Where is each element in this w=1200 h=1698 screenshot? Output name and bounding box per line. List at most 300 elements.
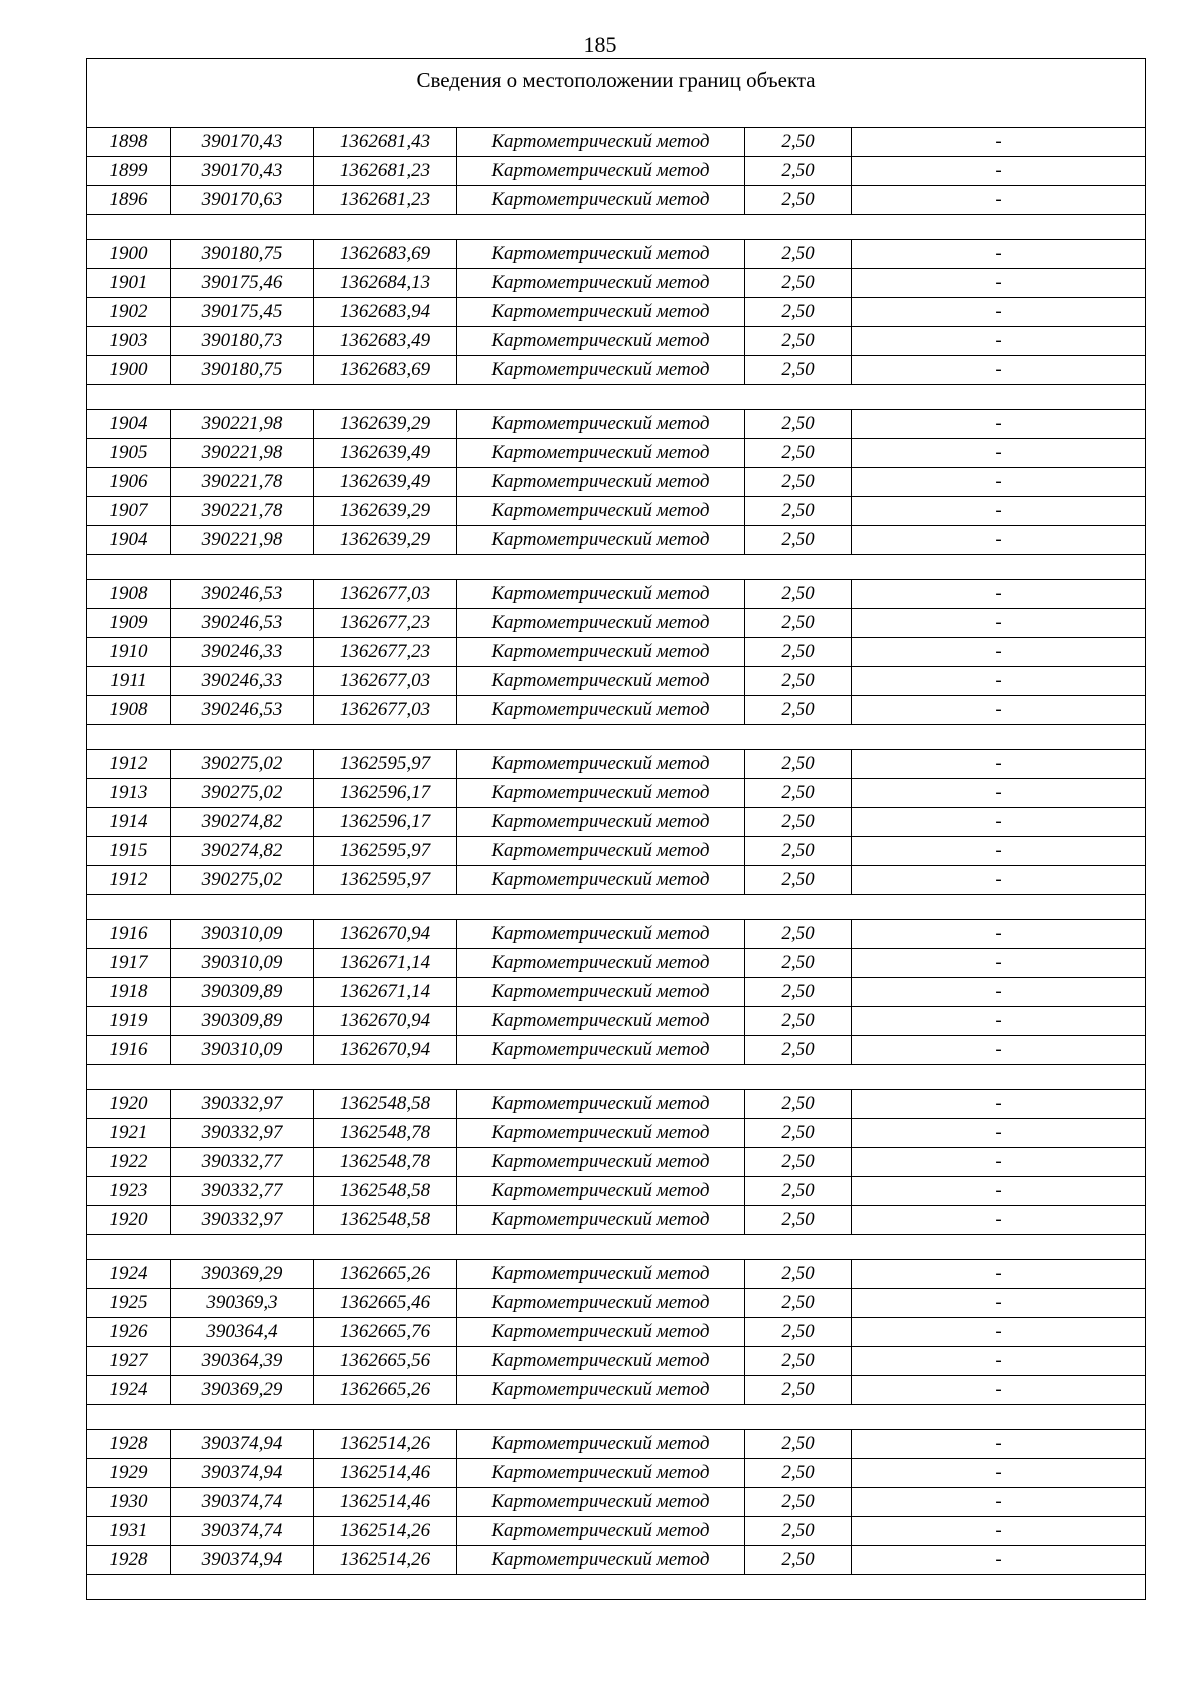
accuracy-cell: 2,50 [745,1119,852,1148]
accuracy-cell: 2,50 [745,580,852,609]
x-coordinate-cell: 390180,75 [171,240,314,269]
x-coordinate-cell: 390221,78 [171,497,314,526]
accuracy-cell: 2,50 [745,298,852,327]
x-coordinate-cell: 390369,3 [171,1289,314,1318]
accuracy-cell: 2,50 [745,1036,852,1065]
accuracy-cell: 2,50 [745,609,852,638]
group-separator-row [87,215,1146,240]
group-separator-row [87,555,1146,580]
description-cell: - [852,808,1146,837]
description-cell: - [852,1177,1146,1206]
x-coordinate-cell: 390175,46 [171,269,314,298]
accuracy-cell: 2,50 [745,1090,852,1119]
description-cell: - [852,609,1146,638]
method-cell: Картометрический метод [457,1347,745,1376]
x-coordinate-cell: 390275,02 [171,750,314,779]
point-number-cell: 1916 [87,1036,171,1065]
x-coordinate-cell: 390310,09 [171,920,314,949]
accuracy-cell: 2,50 [745,1488,852,1517]
y-coordinate-cell: 1362665,26 [314,1260,457,1289]
y-coordinate-cell: 1362596,17 [314,779,457,808]
table-row [87,808,1146,837]
x-coordinate-cell: 390310,09 [171,949,314,978]
point-number-cell: 1915 [87,837,171,866]
y-coordinate-cell: 1362665,46 [314,1289,457,1318]
method-cell: Картометрический метод [457,1090,745,1119]
description-cell: - [852,1517,1146,1546]
description-cell: - [852,298,1146,327]
x-coordinate-cell: 390275,02 [171,779,314,808]
table-row [87,128,1146,157]
table-row [87,779,1146,808]
accuracy-cell: 2,50 [745,186,852,215]
x-coordinate-cell: 390221,78 [171,468,314,497]
table-row [87,580,1146,609]
point-number-cell: 1910 [87,638,171,667]
description-cell: - [852,497,1146,526]
accuracy-cell: 2,50 [745,1347,852,1376]
accuracy-cell: 2,50 [745,638,852,667]
table-row [87,439,1146,468]
accuracy-cell: 2,50 [745,1007,852,1036]
description-cell: - [852,439,1146,468]
table-row [87,1488,1146,1517]
x-coordinate-cell: 390332,77 [171,1177,314,1206]
accuracy-cell: 2,50 [745,327,852,356]
point-number-cell: 1919 [87,1007,171,1036]
point-number-cell: 1909 [87,609,171,638]
point-number-cell: 1923 [87,1177,171,1206]
x-coordinate-cell: 390175,45 [171,298,314,327]
point-number-cell: 1924 [87,1260,171,1289]
method-cell: Картометрический метод [457,667,745,696]
point-number-cell: 1930 [87,1488,171,1517]
description-cell: - [852,1206,1146,1235]
group-separator-cell [87,895,1146,920]
method-cell: Картометрический метод [457,1517,745,1546]
method-cell: Картометрический метод [457,157,745,186]
method-cell: Картометрический метод [457,837,745,866]
accuracy-cell: 2,50 [745,1376,852,1405]
y-coordinate-cell: 1362681,43 [314,128,457,157]
y-coordinate-cell: 1362548,58 [314,1206,457,1235]
description-cell: - [852,356,1146,385]
method-cell: Картометрический метод [457,866,745,895]
group-separator-cell [87,725,1146,750]
accuracy-cell: 2,50 [745,949,852,978]
y-coordinate-cell: 1362639,49 [314,439,457,468]
group-separator-row [87,1235,1146,1260]
x-coordinate-cell: 390246,53 [171,580,314,609]
x-coordinate-cell: 390374,94 [171,1546,314,1575]
y-coordinate-cell: 1362681,23 [314,157,457,186]
point-number-cell: 1896 [87,186,171,215]
description-cell: - [852,1347,1146,1376]
table-row [87,866,1146,895]
accuracy-cell: 2,50 [745,410,852,439]
accuracy-cell: 2,50 [745,356,852,385]
method-cell: Картометрический метод [457,327,745,356]
page-number: 185 [583,32,617,57]
method-cell: Картометрический метод [457,949,745,978]
point-number-cell: 1931 [87,1517,171,1546]
x-coordinate-cell: 390170,43 [171,157,314,186]
accuracy-cell: 2,50 [745,157,852,186]
y-coordinate-cell: 1362514,46 [314,1488,457,1517]
y-coordinate-cell: 1362665,76 [314,1318,457,1347]
method-cell: Картометрический метод [457,468,745,497]
method-cell: Картометрический метод [457,779,745,808]
y-coordinate-cell: 1362548,58 [314,1177,457,1206]
y-coordinate-cell: 1362514,26 [314,1517,457,1546]
group-separator-cell [87,1065,1146,1090]
description-cell: - [852,1090,1146,1119]
y-coordinate-cell: 1362548,78 [314,1119,457,1148]
description-cell: - [852,866,1146,895]
description-cell: - [852,1007,1146,1036]
description-cell: - [852,1148,1146,1177]
point-number-cell: 1921 [87,1119,171,1148]
accuracy-cell: 2,50 [745,1177,852,1206]
description-cell: - [852,269,1146,298]
y-coordinate-cell: 1362677,03 [314,696,457,725]
table-row [87,410,1146,439]
point-number-cell: 1912 [87,750,171,779]
table-row [87,526,1146,555]
point-number-cell: 1914 [87,808,171,837]
table-row [87,1430,1146,1459]
group-separator-cell [87,1575,1146,1600]
description-cell: - [852,1459,1146,1488]
y-coordinate-cell: 1362677,03 [314,667,457,696]
description-cell: - [852,128,1146,157]
description-cell: - [852,410,1146,439]
description-cell: - [852,157,1146,186]
accuracy-cell: 2,50 [745,497,852,526]
y-coordinate-cell: 1362639,29 [314,497,457,526]
y-coordinate-cell: 1362548,78 [314,1148,457,1177]
x-coordinate-cell: 390221,98 [171,439,314,468]
accuracy-cell: 2,50 [745,1459,852,1488]
y-coordinate-cell: 1362595,97 [314,750,457,779]
boundary-table [86,58,1146,1600]
table-row [87,240,1146,269]
accuracy-cell: 2,50 [745,269,852,298]
x-coordinate-cell: 390274,82 [171,837,314,866]
y-coordinate-cell: 1362671,14 [314,949,457,978]
y-coordinate-cell: 1362677,23 [314,638,457,667]
description-cell: - [852,978,1146,1007]
description-cell: - [852,750,1146,779]
description-cell: - [852,1546,1146,1575]
group-separator-row [87,1405,1146,1430]
y-coordinate-cell: 1362639,49 [314,468,457,497]
y-coordinate-cell: 1362670,94 [314,1007,457,1036]
table-row [87,269,1146,298]
point-number-cell: 1924 [87,1376,171,1405]
table-row [87,1517,1146,1546]
y-coordinate-cell: 1362677,23 [314,609,457,638]
method-cell: Картометрический метод [457,356,745,385]
x-coordinate-cell: 390246,33 [171,638,314,667]
x-coordinate-cell: 390180,73 [171,327,314,356]
method-cell: Картометрический метод [457,1206,745,1235]
table-row [87,1289,1146,1318]
y-coordinate-cell: 1362684,13 [314,269,457,298]
method-cell: Картометрический метод [457,1119,745,1148]
y-coordinate-cell: 1362670,94 [314,920,457,949]
point-number-cell: 1904 [87,526,171,555]
point-number-cell: 1903 [87,327,171,356]
x-coordinate-cell: 390221,98 [171,526,314,555]
method-cell: Картометрический метод [457,920,745,949]
y-coordinate-cell: 1362639,29 [314,526,457,555]
table-title: Сведения о местоположении границ объекта [87,59,1146,128]
method-cell: Картометрический метод [457,497,745,526]
table-row [87,327,1146,356]
table-row [87,1090,1146,1119]
table-row [87,837,1146,866]
accuracy-cell: 2,50 [745,808,852,837]
y-coordinate-cell: 1362683,49 [314,327,457,356]
description-cell: - [852,1289,1146,1318]
x-coordinate-cell: 390374,74 [171,1517,314,1546]
table-row [87,468,1146,497]
method-cell: Картометрический метод [457,128,745,157]
accuracy-cell: 2,50 [745,667,852,696]
y-coordinate-cell: 1362670,94 [314,1036,457,1065]
table-row [87,1347,1146,1376]
method-cell: Картометрический метод [457,750,745,779]
x-coordinate-cell: 390310,09 [171,1036,314,1065]
accuracy-cell: 2,50 [745,468,852,497]
y-coordinate-cell: 1362677,03 [314,580,457,609]
x-coordinate-cell: 390332,97 [171,1119,314,1148]
point-number-cell: 1920 [87,1206,171,1235]
y-coordinate-cell: 1362595,97 [314,866,457,895]
group-separator-row [87,725,1146,750]
table-row [87,157,1146,186]
y-coordinate-cell: 1362683,69 [314,240,457,269]
accuracy-cell: 2,50 [745,1148,852,1177]
accuracy-cell: 2,50 [745,1517,852,1546]
x-coordinate-cell: 390364,39 [171,1347,314,1376]
accuracy-cell: 2,50 [745,750,852,779]
method-cell: Картометрический метод [457,1036,745,1065]
method-cell: Картометрический метод [457,638,745,667]
x-coordinate-cell: 390309,89 [171,978,314,1007]
method-cell: Картометрический метод [457,1318,745,1347]
table-row [87,609,1146,638]
description-cell: - [852,1488,1146,1517]
table-row [87,1007,1146,1036]
x-coordinate-cell: 390246,53 [171,609,314,638]
description-cell: - [852,949,1146,978]
table-row [87,497,1146,526]
accuracy-cell: 2,50 [745,1318,852,1347]
table-row [87,298,1146,327]
accuracy-cell: 2,50 [745,1546,852,1575]
table-row [87,1148,1146,1177]
title-row [87,59,1146,128]
description-cell: - [852,1260,1146,1289]
accuracy-cell: 2,50 [745,1430,852,1459]
point-number-cell: 1907 [87,497,171,526]
point-number-cell: 1906 [87,468,171,497]
description-cell: - [852,1430,1146,1459]
accuracy-cell: 2,50 [745,779,852,808]
group-separator-cell [87,1235,1146,1260]
method-cell: Картометрический метод [457,298,745,327]
description-cell: - [852,837,1146,866]
description-cell: - [852,667,1146,696]
accuracy-cell: 2,50 [745,978,852,1007]
point-number-cell: 1917 [87,949,171,978]
y-coordinate-cell: 1362671,14 [314,978,457,1007]
group-separator-cell [87,215,1146,240]
method-cell: Картометрический метод [457,269,745,298]
x-coordinate-cell: 390332,77 [171,1148,314,1177]
x-coordinate-cell: 390275,02 [171,866,314,895]
y-coordinate-cell: 1362548,58 [314,1090,457,1119]
point-number-cell: 1922 [87,1148,171,1177]
accuracy-cell: 2,50 [745,1206,852,1235]
x-coordinate-cell: 390170,43 [171,128,314,157]
group-separator-cell [87,555,1146,580]
y-coordinate-cell: 1362683,94 [314,298,457,327]
description-cell: - [852,186,1146,215]
accuracy-cell: 2,50 [745,240,852,269]
point-number-cell: 1928 [87,1546,171,1575]
point-number-cell: 1929 [87,1459,171,1488]
point-number-cell: 1928 [87,1430,171,1459]
table-row [87,667,1146,696]
y-coordinate-cell: 1362596,17 [314,808,457,837]
group-separator-cell [87,385,1146,410]
table-row [87,1459,1146,1488]
x-coordinate-cell: 390180,75 [171,356,314,385]
description-cell: - [852,696,1146,725]
table-row [87,1260,1146,1289]
method-cell: Картометрический метод [457,1459,745,1488]
x-coordinate-cell: 390332,97 [171,1090,314,1119]
table-row [87,186,1146,215]
y-coordinate-cell: 1362514,26 [314,1546,457,1575]
y-coordinate-cell: 1362665,56 [314,1347,457,1376]
table-row [87,696,1146,725]
point-number-cell: 1901 [87,269,171,298]
table-row [87,1119,1146,1148]
x-coordinate-cell: 390364,4 [171,1318,314,1347]
point-number-cell: 1911 [87,667,171,696]
method-cell: Картометрический метод [457,1260,745,1289]
point-number-cell: 1912 [87,866,171,895]
method-cell: Картометрический метод [457,609,745,638]
x-coordinate-cell: 390374,74 [171,1488,314,1517]
table-row [87,638,1146,667]
accuracy-cell: 2,50 [745,837,852,866]
point-number-cell: 1908 [87,580,171,609]
method-cell: Картометрический метод [457,1430,745,1459]
method-cell: Картометрический метод [457,439,745,468]
method-cell: Картометрический метод [457,1376,745,1405]
description-cell: - [852,1036,1146,1065]
description-cell: - [852,779,1146,808]
accuracy-cell: 2,50 [745,439,852,468]
accuracy-cell: 2,50 [745,128,852,157]
description-cell: - [852,580,1146,609]
y-coordinate-cell: 1362514,46 [314,1459,457,1488]
y-coordinate-cell: 1362514,26 [314,1430,457,1459]
point-number-cell: 1900 [87,240,171,269]
accuracy-cell: 2,50 [745,526,852,555]
table-row [87,1036,1146,1065]
description-cell: - [852,526,1146,555]
point-number-cell: 1898 [87,128,171,157]
accuracy-cell: 2,50 [745,920,852,949]
x-coordinate-cell: 390374,94 [171,1459,314,1488]
method-cell: Картометрический метод [457,1007,745,1036]
x-coordinate-cell: 390309,89 [171,1007,314,1036]
x-coordinate-cell: 390246,53 [171,696,314,725]
y-coordinate-cell: 1362681,23 [314,186,457,215]
point-number-cell: 1927 [87,1347,171,1376]
table-row [87,1546,1146,1575]
table-row [87,750,1146,779]
accuracy-cell: 2,50 [745,1289,852,1318]
point-number-cell: 1902 [87,298,171,327]
description-cell: - [852,920,1146,949]
x-coordinate-cell: 390221,98 [171,410,314,439]
x-coordinate-cell: 390374,94 [171,1430,314,1459]
method-cell: Картометрический метод [457,1488,745,1517]
table-body [87,59,1146,1600]
table-row [87,978,1146,1007]
table-row [87,949,1146,978]
method-cell: Картометрический метод [457,1546,745,1575]
method-cell: Картометрический метод [457,808,745,837]
group-separator-row [87,895,1146,920]
table-row [87,1177,1146,1206]
table-row [87,356,1146,385]
x-coordinate-cell: 390369,29 [171,1376,314,1405]
method-cell: Картометрический метод [457,1148,745,1177]
group-separator-cell [87,1405,1146,1430]
method-cell: Картометрический метод [457,580,745,609]
x-coordinate-cell: 390274,82 [171,808,314,837]
method-cell: Картометрический метод [457,240,745,269]
table-row [87,1318,1146,1347]
method-cell: Картометрический метод [457,978,745,1007]
description-cell: - [852,1376,1146,1405]
description-cell: - [852,468,1146,497]
y-coordinate-cell: 1362665,26 [314,1376,457,1405]
point-number-cell: 1908 [87,696,171,725]
description-cell: - [852,1318,1146,1347]
description-cell: - [852,1119,1146,1148]
group-separator-row [87,385,1146,410]
accuracy-cell: 2,50 [745,866,852,895]
x-coordinate-cell: 390369,29 [171,1260,314,1289]
description-cell: - [852,327,1146,356]
method-cell: Картометрический метод [457,696,745,725]
method-cell: Картометрический метод [457,186,745,215]
table-row [87,1376,1146,1405]
table-row [87,1206,1146,1235]
point-number-cell: 1918 [87,978,171,1007]
x-coordinate-cell: 390170,63 [171,186,314,215]
point-number-cell: 1925 [87,1289,171,1318]
